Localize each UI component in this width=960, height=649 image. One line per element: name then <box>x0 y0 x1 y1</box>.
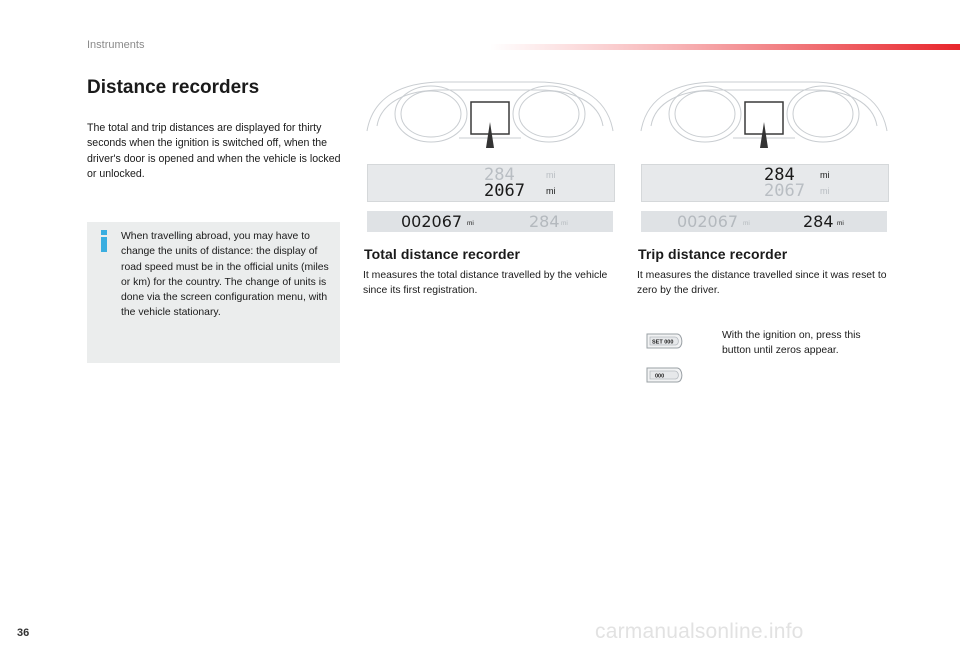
lcd-display <box>367 164 615 202</box>
lcd-trip-unit: mi <box>820 170 830 180</box>
lcd-total-unit: mi <box>546 186 556 196</box>
trip-heading: Trip distance recorder <box>638 246 788 262</box>
odometer-trip-unit: mi <box>561 220 568 227</box>
section-title: Instruments <box>87 39 145 51</box>
button1-label: SET 000 <box>652 339 674 346</box>
watermark: carmanualsonline.info <box>595 620 804 643</box>
odometer-strip <box>641 211 887 232</box>
lcd-trip-value: 284 <box>484 165 515 185</box>
odometer-trip-value: 284 <box>529 212 560 231</box>
intro-paragraph: The total and trip distances are displayed for thirty seconds when the ignition is switched off, when the driver's door is opened and when the vehicle is locked or unlocked. <box>87 122 341 180</box>
odometer-total-value: 002067 <box>677 212 739 231</box>
info-text: When travelling abroad, you may have to change the units of distance: the display of road speed must be in the official units (miles or km) for the country. The change of units is done via the screen configuration menu, with the vehicle stationary. <box>121 231 329 319</box>
odometer-total-unit: mi <box>467 220 474 227</box>
lcd-total-unit: mi <box>820 186 830 196</box>
lcd-trip-value: 284 <box>764 165 795 185</box>
button2-label: 000 <box>655 373 665 380</box>
lcd-display <box>641 164 889 202</box>
header-accent-bar <box>490 44 960 50</box>
trip-text: It measures the distance travelled since it was reset to zero by the driver. <box>637 270 887 296</box>
page-number: 36 <box>17 627 30 639</box>
lcd-trip-unit: mi <box>546 170 556 180</box>
instruction-text: With the ignition on, press this button until zeros appear. <box>722 330 861 356</box>
info-icon <box>97 230 111 252</box>
instrument-cluster-illustration <box>363 76 617 148</box>
total-heading: Total distance recorder <box>364 246 521 262</box>
instrument-cluster-illustration <box>637 76 891 148</box>
page-title: Distance recorders <box>87 77 260 98</box>
odometer-total-unit: mi <box>743 220 750 227</box>
total-text: It measures the total distance travelled by the vehicle since its first registration. <box>363 270 608 296</box>
odometer-trip-unit: mi <box>837 220 844 227</box>
odometer-strip <box>367 211 613 232</box>
odometer-total-value: 002067 <box>401 212 463 231</box>
lcd-total-value: 2067 <box>484 181 525 201</box>
set-000-button-illustration <box>645 330 685 352</box>
lcd-total-value: 2067 <box>764 181 805 201</box>
000-button-illustration <box>645 364 685 386</box>
odometer-trip-value: 284 <box>803 212 834 231</box>
